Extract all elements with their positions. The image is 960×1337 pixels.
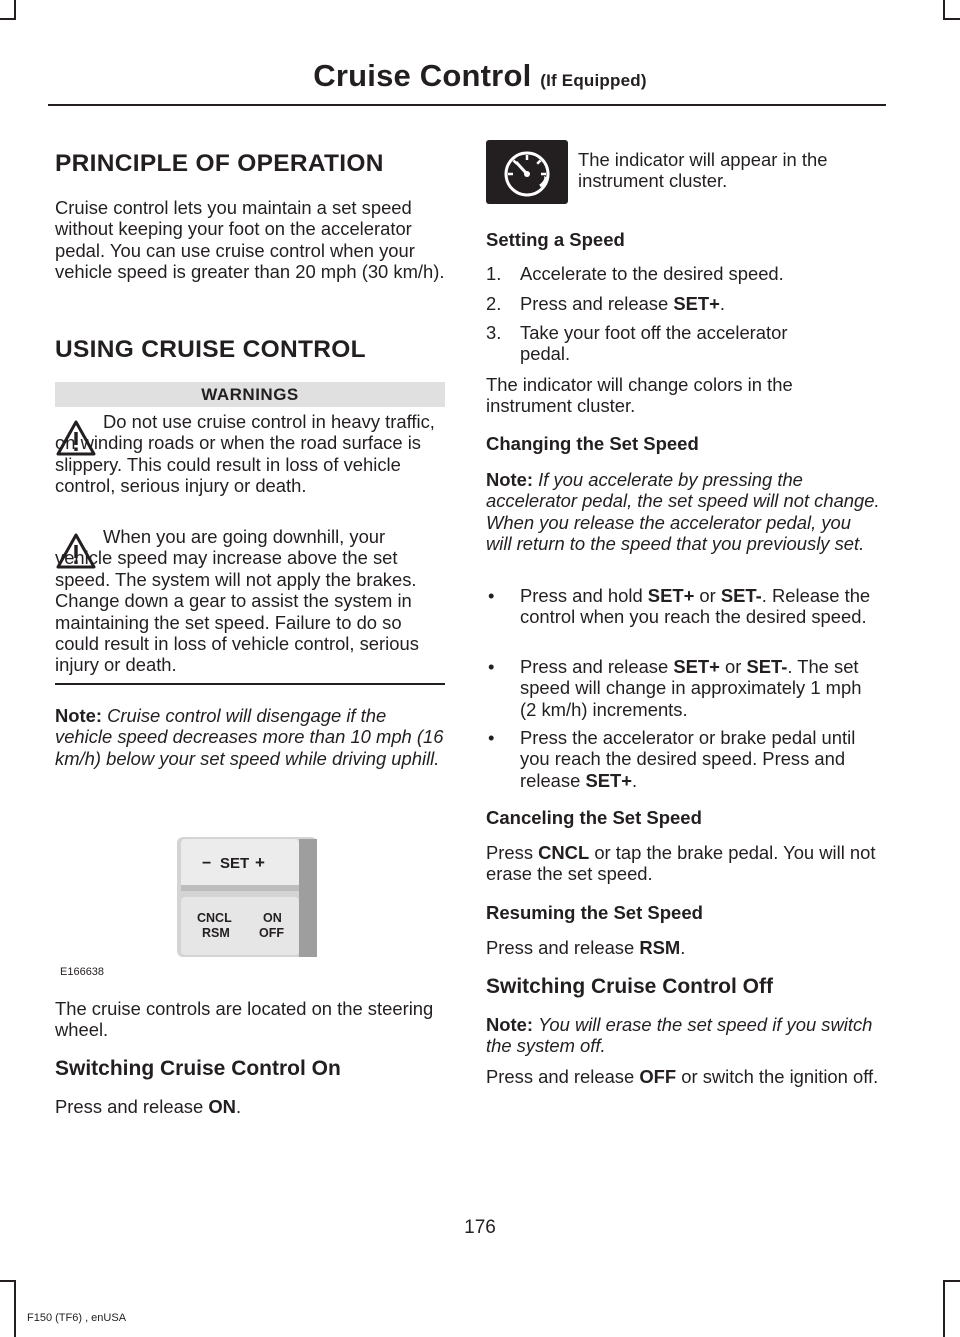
resuming-heading: Resuming the Set Speed [486, 902, 703, 923]
bullet-text-part: Press and hold [520, 585, 648, 606]
principle-heading: PRINCIPLE OF OPERATION [55, 150, 384, 177]
step-number: 3. [486, 322, 502, 343]
bullet-text-part: or [694, 585, 721, 606]
bullet-text-part: . [631, 769, 638, 791]
warning-1-text: Do not use cruise control in heavy traffic, on winding roads or when the road surface is slippery. This could result in loss of vehicle control, serious injury or death. [55, 411, 435, 497]
chapter-title: Cruise Control [313, 58, 532, 93]
step-text-post: . [719, 293, 725, 314]
note-label: Note: [486, 469, 533, 490]
crop-mark [0, 18, 16, 20]
note-paragraph [55, 705, 447, 769]
bullet-text [520, 727, 880, 791]
step-keyword: SET+ [673, 293, 720, 314]
crop-mark [943, 1280, 960, 1282]
set-plus-label: + [255, 853, 265, 872]
warnings-bar: WARNINGS [55, 382, 445, 407]
switch-on-pre: Press and release [55, 1096, 209, 1117]
switch-on-keyword: ON [208, 1096, 236, 1117]
canceling-keyword: CNCL [538, 842, 590, 863]
bullet-keyword: SET+ [647, 585, 695, 606]
switch-off-pre: Press and release [486, 1066, 640, 1087]
step-text [520, 263, 878, 284]
crop-mark [943, 1280, 945, 1337]
bullet-keyword: SET+ [585, 769, 632, 791]
canceling-text [486, 842, 881, 885]
resuming-keyword: RSM [639, 937, 681, 958]
switch-on-heading: Switching Cruise Control On [55, 1057, 341, 1080]
principle-text: Cruise control lets you maintain a set speed without keeping your foot on the accelerator pedal. You can use cruise control when your vehicle speed is greater than 20 mph (30 km/h). [55, 197, 445, 283]
switch-on-text [55, 1096, 447, 1117]
located-text: The cruise controls are located on the steering wheel. [55, 998, 434, 1041]
set-minus-label: − [202, 855, 212, 872]
note-text: If you accelerate by pressing the accelerator pedal, the set speed will not change. When you release the accelerator pedal, you will return to the speed that you previously set. [486, 469, 880, 555]
changing-heading: Changing the Set Speed [486, 433, 699, 454]
note-label: Note: [55, 705, 102, 726]
crop-mark [0, 1280, 16, 1282]
resuming-pre: Press and release [486, 937, 640, 958]
warning-2-text: When you are going downhill, your vehicle speed may increase above the set speed. The system will not apply the brakes. Change down a gear to assist the system in maintaining the set speed. Failure to do so could result in loss of vehicle control, serious injury or death. [55, 526, 419, 676]
figure-code: E166638 [60, 966, 105, 978]
step-number: 1. [486, 263, 502, 284]
bullet-keyword: SET+ [673, 656, 720, 677]
resuming-text [486, 937, 881, 958]
cncl-label: CNCL [197, 911, 232, 925]
note-text: You will erase the set speed if you switch the system off. [486, 1014, 873, 1057]
crop-mark [14, 0, 16, 20]
step-text-pre: Take your foot off the accelerator pedal. [520, 322, 788, 365]
bullet-keyword: SET- [746, 656, 788, 677]
rsm-label: RSM [202, 926, 230, 940]
bullet-keyword: SET- [720, 585, 762, 606]
changing-note [486, 469, 881, 555]
bullet-dot: • [488, 585, 495, 606]
bullet-text-part: Press and release [520, 656, 674, 677]
cruise-indicator-icon [486, 140, 568, 204]
bullet-text-part: or [719, 656, 747, 677]
footer-text: F150 (TF6) , enUSA [27, 1312, 127, 1324]
on-label: ON [263, 911, 282, 925]
bullet-text-part: . Release the control when you reach the desired speed. [520, 585, 871, 628]
warnings-end-rule [55, 683, 445, 685]
switch-off-text [486, 1066, 881, 1087]
step-text [520, 293, 878, 314]
step-text-pre: Press and release [520, 293, 674, 314]
cruise-switch-figure [175, 835, 325, 965]
crop-mark [14, 1280, 16, 1337]
bullet-text [520, 585, 880, 628]
resuming-post: . [680, 937, 686, 958]
setting-heading: Setting a Speed [486, 229, 625, 250]
off-label: OFF [259, 926, 284, 940]
step-text [520, 322, 840, 365]
using-heading: USING CRUISE CONTROL [55, 336, 366, 363]
canceling-heading: Canceling the Set Speed [486, 807, 702, 828]
switch-off-note [486, 1014, 881, 1057]
canceling-pre: Press [486, 842, 539, 863]
step-number: 2. [486, 293, 502, 314]
page-number: 176 [464, 1217, 496, 1238]
chapter-title-suffix: (If Equipped) [540, 71, 647, 90]
switch-off-keyword: OFF [639, 1066, 677, 1087]
switch-on-post: . [235, 1096, 242, 1117]
set-label: SET [220, 855, 250, 872]
switch-off-post: or switch the ignition off. [676, 1066, 879, 1087]
indicator-change-text: The indicator will change colors in the instrument cluster. [486, 374, 793, 417]
canceling-post: or tap the brake pedal. You will not erase the set speed. [486, 842, 876, 885]
page-header-title [0, 58, 960, 94]
header-rule [48, 104, 886, 106]
step-text-pre: Accelerate to the desired speed. [520, 263, 784, 284]
bullet-dot: • [488, 656, 495, 677]
note-label: Note: [486, 1014, 533, 1035]
switch-off-heading: Switching Cruise Control Off [486, 975, 773, 998]
bullet-dot: • [488, 727, 495, 748]
crop-mark [943, 0, 945, 20]
bullet-text [520, 656, 880, 720]
crop-mark [943, 18, 960, 20]
indicator-text: The indicator will appear in the instrument cluster. [578, 149, 828, 192]
bullet-text-part: . The set speed will change in approximately 1 mph (2 km/h) increments. [520, 656, 862, 720]
bullet-text-part: Press the accelerator or brake pedal until you reach the desired speed. Press and release [520, 727, 856, 791]
note-text: Cruise control will disengage if the vehicle speed decreases more than 10 mph (16 km/h) below your set speed while driving uphill. [55, 705, 444, 769]
